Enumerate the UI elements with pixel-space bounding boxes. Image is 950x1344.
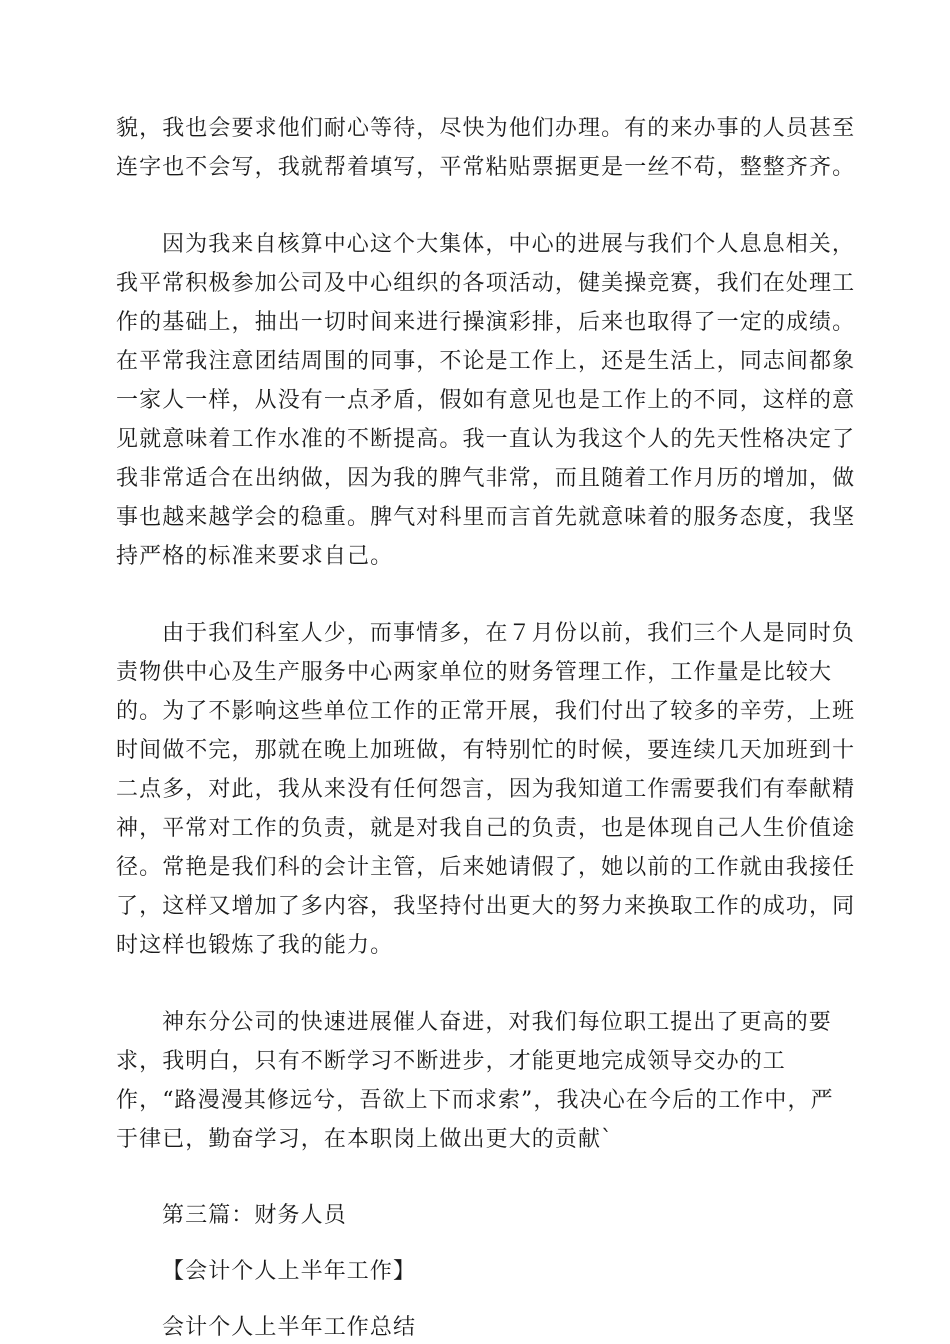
text-line: 时间做不完，那就在晚上加班做，有特别忙的时候，要连续几天加班到十 (116, 738, 856, 763)
text-line: 连字也不会写，我就帮着填写，平常粘贴票据更是一丝不苟，整整齐齐。 (116, 155, 856, 180)
text-line: 神，平常对工作的负责，就是对我自己的负责，也是体现自己人生价值途 (116, 816, 856, 841)
text-line: 二点多，对此，我从来没有任何怨言，因为我知道工作需要我们有奉献精 (116, 777, 856, 802)
text-line: 作，“路漫漫其修远兮，吾欲上下而求索”，我决心在今后的工作中，严 (116, 1088, 834, 1113)
text-line: 我非常适合在出纳做，因为我的脾气非常，而且随着工作月历的增加，做 (116, 466, 856, 491)
text-line: 的。为了不影响这些单位工作的正常开展，我们付出了较多的辛劳，上班 (116, 699, 856, 724)
section-subtitle: 【会计个人上半年工作】 (162, 1259, 417, 1284)
text-line: 神东分公司的快速进展催人奋进，对我们每位职工提出了更高的要 (162, 1010, 832, 1035)
text-line: 一家人一样，从没有一点矛盾，假如有意见也是工作上的不同，这样的意 (116, 388, 856, 413)
section-heading: 会计个人上半年工作总结 (162, 1315, 417, 1340)
text-line: 径。常艳是我们科的会计主管，后来她请假了，她以前的工作就由我接任 (116, 855, 856, 880)
text-line: 我平常积极参加公司及中心组织的各项活动，健美操竞赛，我们在处理工 (116, 271, 856, 296)
text-line: 时这样也锻炼了我的能力。 (116, 933, 394, 958)
text-line: 持严格的标准来要求自己。 (116, 544, 394, 569)
text-line: 作的基础上，抽出一切时间来进行操演彩排，后来也取得了一定的成绩。 (116, 310, 856, 335)
text-line: 于律已，勤奋学习，在本职岗上做出更大的贡献` (116, 1127, 614, 1152)
text-line: 求，我明白，只有不断学习不断进步，才能更地完成领导交办的工 (116, 1049, 786, 1074)
text-line: 了，这样又增加了多内容，我坚持付出更大的努力来换取工作的成功，同 (116, 894, 856, 919)
text-line: 责物供中心及生产服务中心两家单位的财务管理工作，工作量是比较大 (116, 660, 833, 685)
text-line: 由于我们科室人少，而事情多，在７月份以前，我们三个人是同时负 (162, 621, 856, 646)
section-title: 第三篇：财务人员 (162, 1203, 347, 1228)
text-line: 事也越来越学会的稳重。脾气对科里而言首先就意味着的服务态度，我坚 (116, 505, 856, 530)
text-line: 因为我来自核算中心这个大集体，中心的进展与我们个人息息相关， (162, 232, 856, 257)
text-line: 在平常我注意团结周围的同事，不论是工作上，还是生活上，同志间都象 (116, 349, 856, 374)
text-line: 貌，我也会要求他们耐心等待，尽快为他们办理。有的来办事的人员甚至 (116, 116, 856, 141)
text-line: 见就意味着工作水准的不断提高。我一直认为我这个人的先天性格决定了 (116, 427, 856, 452)
